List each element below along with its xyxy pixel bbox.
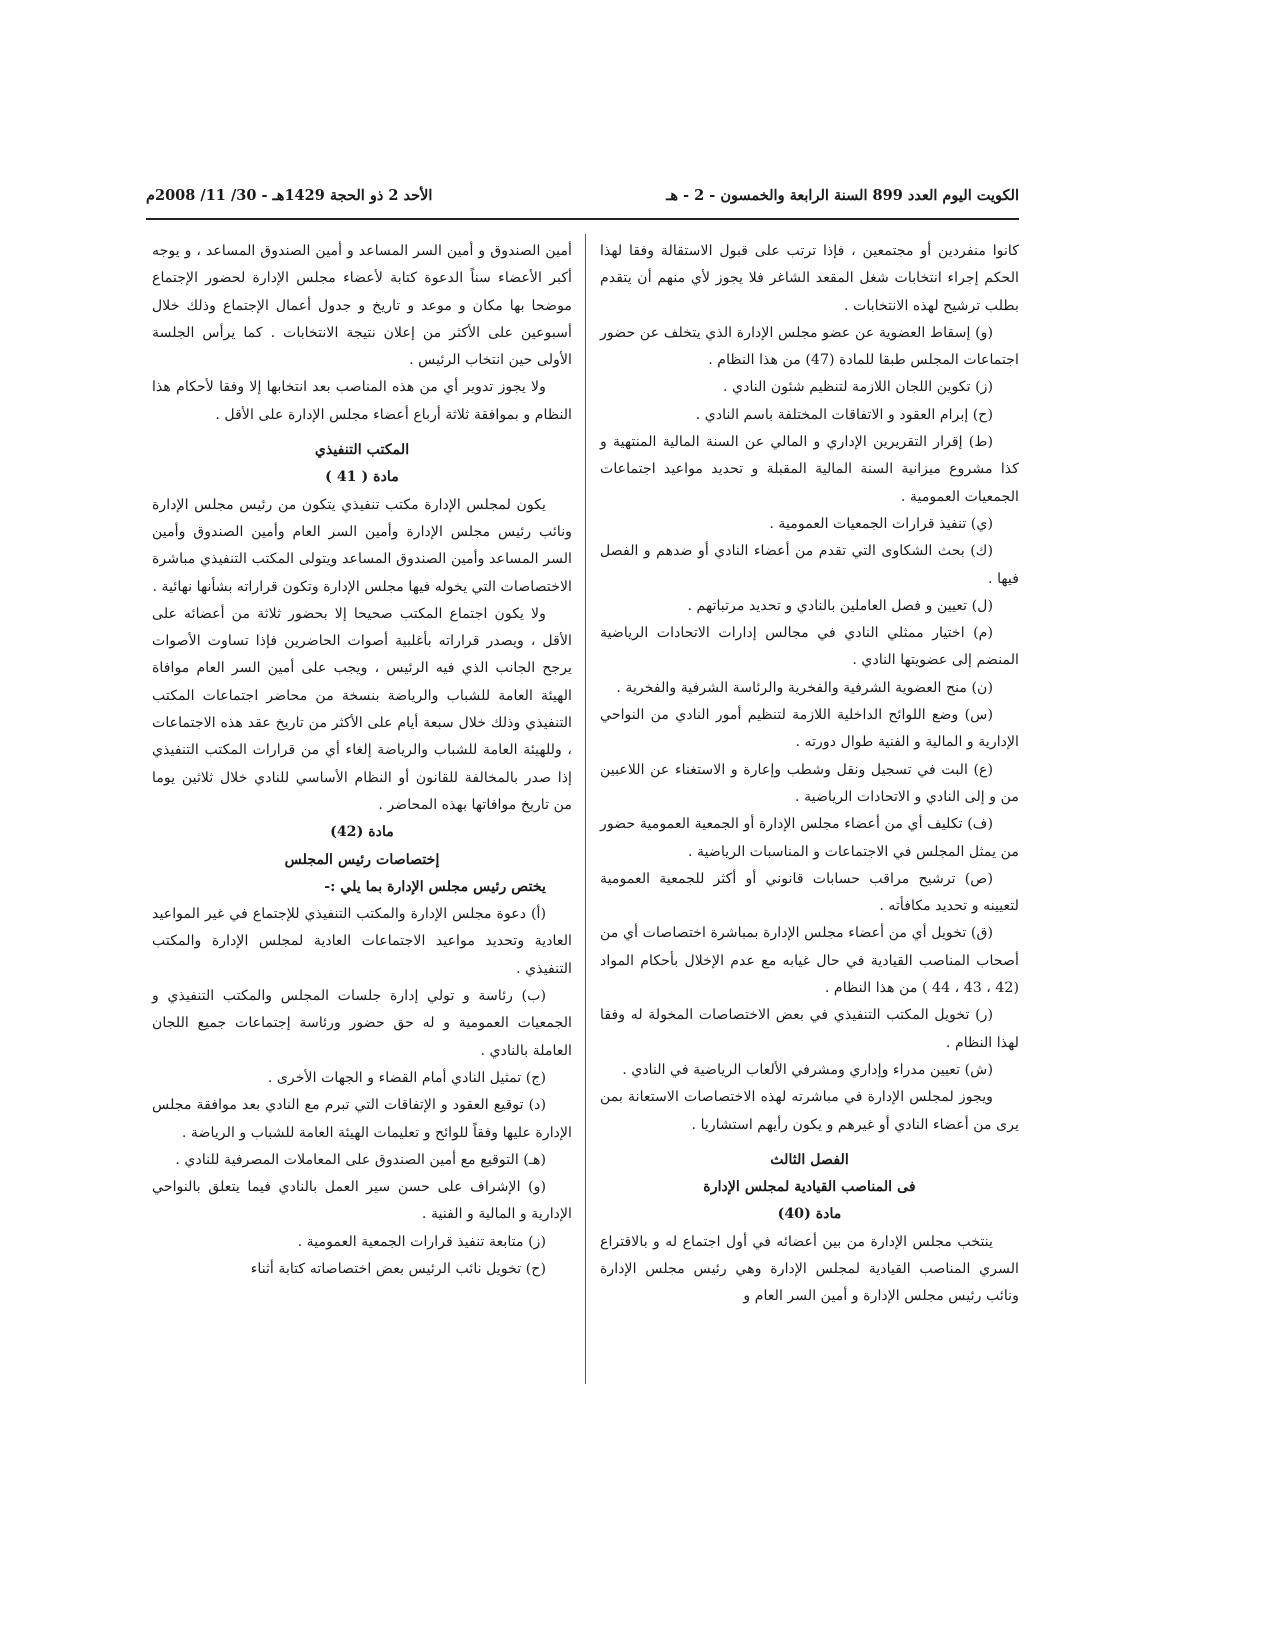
right-column — [600, 238, 1019, 1311]
section-heading: إختصاصات رئيس المجلس — [284, 851, 440, 868]
list-item: (ز) متابعة تنفيذ قرارات الجمعية العمومية . — [297, 1233, 546, 1250]
paragraph: ولا يجوز تدوير أي من هذه المناصب بعد انتخابها إلا وفقا لأحكام هذا النظام و بموافقة ثلاثة أرباع أعضاء مجلس الإدارة على الأقل . — [152, 379, 572, 423]
paragraph: يكون لمجلس الإدارة مكتب تنفيذي يتكون من رئيس مجلس الإدارة ونائب رئيس مجلس الإدارة وأمين السر العام وأمين الصندوق وأمين السر المساعد وأمين الصندوق المساعد ويتولى المكتب التنفيذي مباشرة الاختصاصات التي يخوله فيها مجلس الإدارة وتكون قراراته بشأنها نهائية . — [152, 496, 572, 595]
list-item: (ح) تخويل نائب الرئيس بعض اختصاصاته كتابة أثناء — [250, 1260, 546, 1277]
list-item: (هـ) التوقيع مع أمين الصندوق على المعاملات المصرفية للنادي . — [175, 1151, 546, 1168]
column-divider — [585, 234, 586, 1384]
article-heading: مادة (42) — [330, 824, 394, 841]
continued-paragraph: أمين الصندوق و أمين السر المساعد و أمين الصندوق المساعد ، و يوجه أكبر الأعضاء سناً الدعوة كتابة لأعضاء مجلس الإدارة لحضور الإجتماع موضحا بها مكان و موعد و تاريخ و جدول أعمال الإجتماع وذلك خلال أسبوعين على الأكثر من إعلان نتيجة الانتخابات . كما يرأس الجلسة الأولى حين انتخاب الرئيس . — [152, 243, 572, 369]
list-item: (ز) تكوين اللجان اللازمة لتنظيم شئون النادي . — [723, 379, 993, 396]
list-item: (د) توقيع العقود و الإتفاقات التي تبرم مع النادي بعد موافقة مجلس الإدارة عليها وفقاً للوائح و تعليمات الهيئة العامة للشباب و الرياضة . — [152, 1097, 572, 1141]
list-item: (ش) تعيين مدراء وإداري ومشرفي الألعاب الرياضية في النادي . — [622, 1061, 993, 1078]
paragraph: ولا يكون اجتماع المكتب صحيحا إلا بحضور ثلاثة من أعضائه على الأقل ، ويصدر قراراته بأغلبية أصوات الحاضرين فإذا تساوت الأصوات يرجح الجانب الذي فيه الرئيس ، ويجب على أمين السر العام موافاة الهيئة العامة للشباب والرياضة بنسخة من محاضر اجتماعات المكتب التنفيذي وذلك خلال سبعة أيام على الأكثر من تاريخ عقد هذه الاجتماعات ، وللهيئة العامة للشباب والرياضة إلغاء أي من قرارات المكتب التنفيذي إذا صدر بالمخالفة للقانون أو النظام الأساسي للنادي خلال ثلاثين يوما من تاريخ موافاتها بهذه المحاضر . — [152, 605, 572, 813]
list-item: (ط) إقرار التقريرين الإداري و المالي عن السنة المالية المنتهية و كذا مشروع ميزانية السنة المالية المقبلة و تحديد مواعيد اجتماعات الجمعيات العمومية . — [600, 434, 1019, 505]
article-text: ينتخب مجلس الإدارة من بين أعضائه في أول اجتماع له و بالاقتراع السري المناصب القيادية لمجلس الإدارة وهي رئيس مجلس الإدارة ونائب رئيس مجلس الإدارة و أمين السر العام و — [600, 1233, 1019, 1305]
list-item: (ق) تخويل أي من أعضاء مجلس الإدارة بمباشرة اختصاصات أي من أصحاب المناصب القيادية في حال غيابه مع عدم الإخلال بأحكام المواد (42 ، 43 ، 44 ) من هذا النظام . — [600, 925, 1019, 997]
list-item: (ن) منح العضوية الشرفية والفخرية والرئاسة الشرفية والفخرية . — [616, 679, 993, 696]
section-heading: المكتب التنفيذي — [314, 442, 410, 459]
gazette-issue-header: الكويت اليوم العدد 899 السنة الرابعة والخمسون - 2 - هـ — [666, 187, 1019, 204]
list-item: (و) إسقاط العضوية عن عضو مجلس الإدارة الذي يتخلف عن حضور اجتماعات المجلس طبقا للمادة (47) من هذا النظام . — [600, 324, 1019, 369]
article-heading: مادة (40) — [777, 1206, 842, 1223]
section-subheading: فى المناصب القيادية لمجلس الإدارة — [703, 1179, 916, 1196]
article-heading: مادة ( 41 ) — [325, 469, 399, 486]
list-item: (ك) بحث الشكاوى التي تقدم من أعضاء النادي أو ضدهم و الفصل فيها . — [600, 543, 1019, 587]
continued-paragraph: كانوا منفردين أو مجتمعين ، فإذا ترتب على قبول الاستقالة وفقا لهذا الحكم إجراء انتخابات شغل المقعد الشاغر فلا يجوز لأي منهم أن يتقدم بطلب ترشيح لهذه الانتخابات . — [600, 243, 1019, 314]
list-item: (ي) تنفيذ قرارات الجمعيات العمومية . — [769, 515, 993, 532]
list-item: (س) وضع اللوائح الداخلية اللازمة لتنظيم أمور النادي من النواحي الإدارية و المالية و الفنية طوال دورته . — [600, 707, 1019, 751]
list-item: (أ) دعوة مجلس الإدارة والمكتب التنفيذي للإجتماع في غير المواعيد العادية وتحديد مواعيد الاجتماعات العادية لمجلس الإدارة والمكتب التنفيذي . — [152, 906, 572, 977]
list-item: (ب) رئاسة و تولي إدارة جلسات المجلس والمكتب التنفيذي و الجمعيات العمومية و له حق حضور ورئاسة إجتماعات جميع اللجان العاملة بالنادي . — [152, 988, 572, 1059]
list-item: (ف) تكليف أي من أعضاء مجلس الإدارة أو الجمعية العمومية حضور من يمثل المجلس في الاجتماعات و المناسبات الرياضية . — [600, 816, 1019, 860]
list-item: (ح) إبرام العقود و الاتفاقات المختلفة باسم النادي . — [695, 406, 993, 423]
gazette-date-header: الأحد 2 ذو الحجة 1429هـ - 30/ 11/ 2008م — [146, 187, 433, 204]
list-item: (ص) ترشيح مراقب حسابات قانوني أو أكثر للجمعية العمومية لتعيينه و تحديد مكافأته . — [600, 870, 1019, 915]
section-heading: الفصل الثالث — [770, 1151, 849, 1168]
list-item: (ر) تخويل المكتب التنفيذي في بعض الاختصاصات المخولة له وفقا لهذا النظام . — [600, 1007, 1019, 1051]
list-item: (ج) تمثيل النادي أمام القضاء و الجهات الأخرى . — [267, 1069, 546, 1086]
list-item: (و) الإشراف على حسن سير العمل بالنادي فيما يتعلق بالنواحي الإدارية و المالية و الفنية . — [152, 1179, 572, 1223]
list-intro: يختص رئيس مجلس الإدارة بما يلي :- — [324, 878, 546, 895]
list-item: (م) اختيار ممثلي النادي في مجالس إدارات الاتحادات الرياضية المنضم إلى عضويتها النادي . — [600, 625, 1019, 669]
closing-paragraph: ويجوز لمجلس الإدارة في مباشرته لهذه الاختصاصات الاستعانة بمن يرى من أعضاء النادي أو غيرهم و يكون رأيهم استشاريا . — [600, 1089, 1019, 1133]
list-item: (ل) تعيين و فصل العاملين بالنادي و تحديد مرتباتهم . — [687, 597, 993, 614]
page-header — [146, 183, 1019, 213]
list-item: (ع) البت في تسجيل ونقل وشطب وإعارة و الاستغناء عن اللاعبين من و إلى النادي و الاتحادات الرياضية . — [600, 761, 1019, 805]
header-rule — [146, 218, 1019, 220]
left-column — [152, 238, 572, 1283]
